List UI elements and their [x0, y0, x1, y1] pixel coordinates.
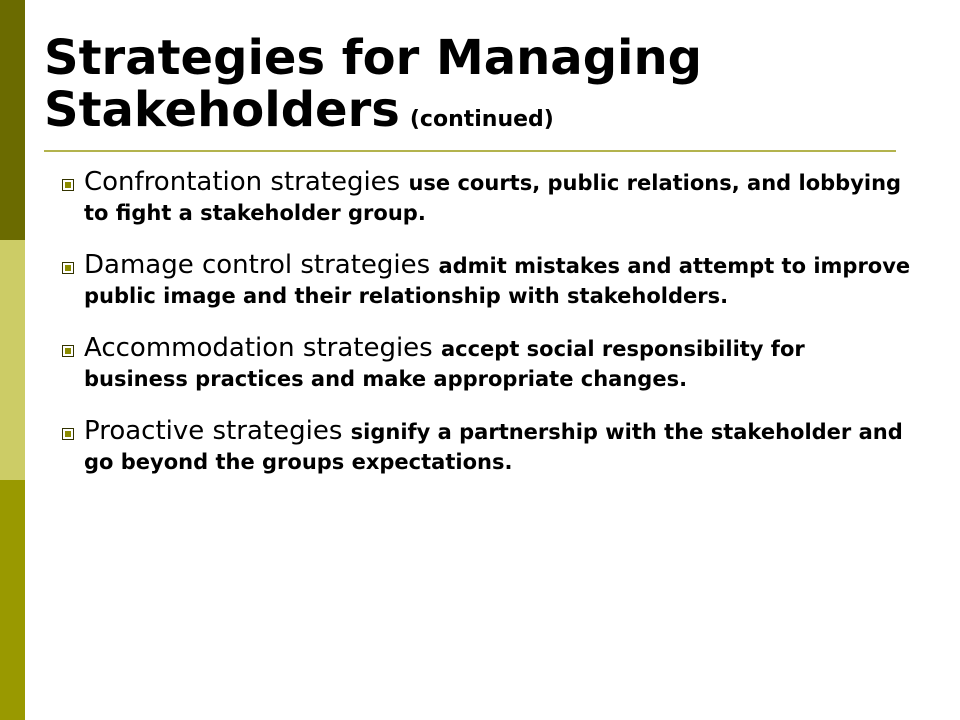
slide-title: [44, 32, 924, 146]
square-bullet-icon: [62, 428, 74, 440]
bullet-item: [62, 251, 912, 312]
bullet-item: [62, 334, 912, 395]
bullet-text: use courts, public relations, and lobbying to fight a stakeholder group.: [84, 171, 902, 225]
square-bullet-icon: [62, 262, 74, 274]
slide-title-sub: (continued): [409, 107, 554, 132]
bullet-list: [62, 168, 912, 500]
bullet-item: [62, 417, 912, 478]
bullet-lead: Confrontation strategies: [84, 167, 409, 197]
side-band-bottom: [0, 480, 25, 720]
side-band-top: [0, 0, 25, 240]
square-bullet-icon: [62, 179, 74, 191]
bullet-text: signify a partnership with the stakeholder and go beyond the groups expectations.: [84, 420, 903, 474]
bullet-lead: Accommodation strategies: [84, 333, 441, 363]
bullet-text: accept social responsibility for business practices and make appropriate changes.: [84, 337, 805, 391]
bullet-lead: Damage control strategies: [84, 250, 439, 280]
square-bullet-icon: [62, 345, 74, 357]
title-divider: [44, 150, 896, 152]
bullet-lead: Proactive strategies: [84, 416, 351, 446]
bullet-item: [62, 168, 912, 229]
bullet-text: admit mistakes and attempt to improve public image and their relationship with stakeholders.: [84, 254, 911, 308]
side-band-middle: [0, 240, 25, 480]
slide-title-main: Strategies for Managing Stakeholders: [44, 30, 703, 138]
